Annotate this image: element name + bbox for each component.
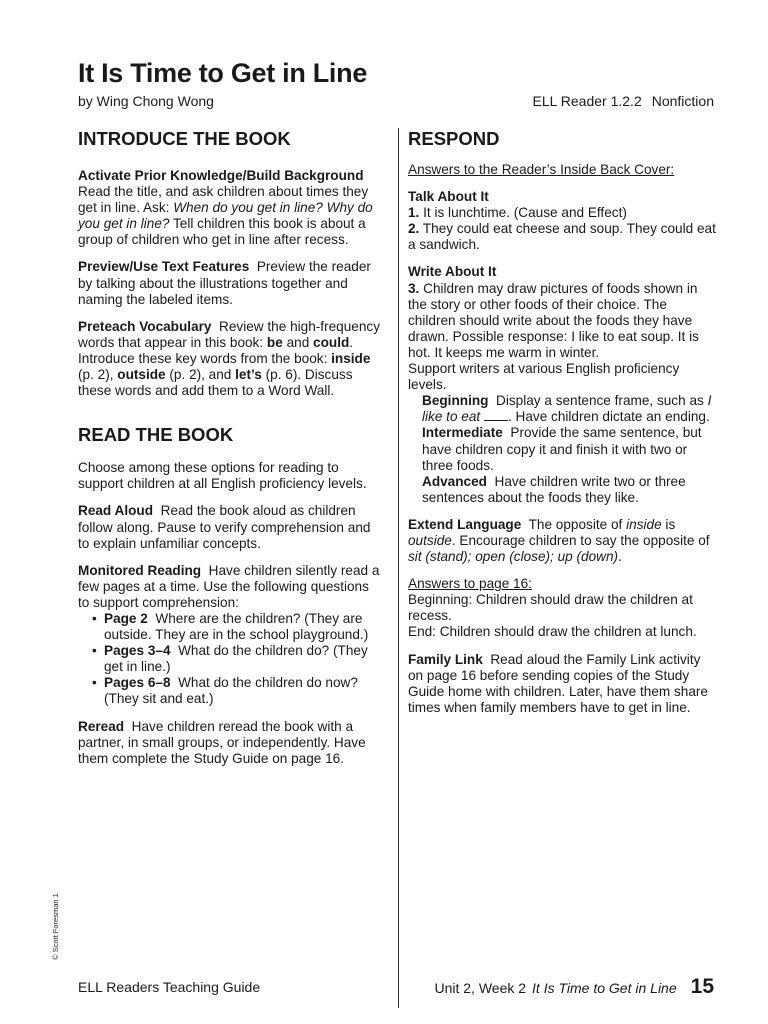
write-heading-text: Write About It bbox=[408, 264, 497, 280]
page-footer bbox=[434, 975, 714, 999]
talk-heading bbox=[408, 189, 718, 205]
activate-questions: When do you get in line? Why do you get in line? bbox=[78, 200, 373, 232]
activate-label: Activate Prior Knowledge/Build Background bbox=[78, 168, 364, 183]
item-text: They could eat cheese and soup. They could eat a sandwich. bbox=[408, 221, 716, 253]
preteach-text-3: . Introduce these key words from the book: bbox=[78, 334, 354, 366]
intermediate-text: Provide the same sentence, but have children copy it and finish it with two or three foods. bbox=[422, 425, 702, 473]
read-aloud-paragraph bbox=[78, 503, 384, 551]
list-item bbox=[92, 675, 384, 707]
reader-id: ELL Reader 1.2.2 bbox=[532, 93, 642, 109]
preview-paragraph bbox=[78, 259, 384, 307]
question-list bbox=[78, 611, 384, 708]
reader-info bbox=[533, 93, 715, 109]
intermediate-level bbox=[422, 425, 718, 473]
write-heading bbox=[408, 264, 718, 280]
extend-text-2: is bbox=[661, 516, 676, 532]
preteach-text-2: and bbox=[282, 334, 314, 350]
answers-p16-label: Answers to page 16: bbox=[408, 576, 532, 592]
footer-book-title: It Is Time to Get in Line bbox=[532, 980, 677, 996]
extend-paragraph bbox=[408, 517, 718, 565]
sentence-frame: I like to eat bbox=[422, 393, 712, 425]
genre-label: Nonfiction bbox=[651, 93, 714, 109]
column-divider bbox=[398, 128, 399, 1008]
extend-text: The opposite of bbox=[528, 516, 627, 532]
advanced-text: Have children write two or three sentences about the foods they like. bbox=[422, 473, 686, 505]
question-text: What do the children do? (They get in line.) bbox=[104, 643, 368, 675]
word-inside: inside bbox=[626, 516, 662, 532]
choose-paragraph: Choose among these options for reading to support children at all English proficiency levels. bbox=[78, 460, 367, 492]
family-link-paragraph bbox=[408, 652, 718, 716]
vocab-word-could: could bbox=[313, 334, 350, 350]
read-heading: READ THE BOOK bbox=[78, 424, 234, 446]
extend-text-3: . Encourage children to say the opposite of bbox=[451, 532, 710, 548]
intermediate-label: Intermediate bbox=[422, 425, 503, 441]
unit-week: Unit 2, Week 2 bbox=[434, 980, 527, 996]
p16-beginning: Beginning: Children should draw the children at recess. bbox=[408, 592, 693, 624]
activate-text-end: Tell children this book is about a group of children who get in line after recess. bbox=[78, 216, 366, 248]
reread-paragraph bbox=[78, 719, 384, 767]
activate-text: Read the title, and ask children about times they get in line. Ask: bbox=[78, 184, 369, 216]
list-item bbox=[92, 611, 384, 643]
family-link-label: Family Link bbox=[408, 651, 483, 667]
talk-item bbox=[408, 205, 718, 221]
family-link-text: Read aloud the Family Link activity on page 16 before sending copies of the Study Guide home with children. Later, have them share times when family members have to get in line. bbox=[408, 651, 708, 715]
vocab-word-lets: let’s bbox=[235, 367, 262, 383]
reread-label: Reread bbox=[78, 718, 125, 734]
preteach-text-6: (p. 6). Discuss these words and add them to a Word Wall. bbox=[78, 367, 353, 399]
activate-paragraph bbox=[78, 168, 384, 248]
advanced-level bbox=[422, 474, 718, 506]
answers-inside-label: Answers to the Reader’s Inside Back Cover: bbox=[408, 162, 675, 177]
author-byline: by Wing Chong Wong bbox=[78, 93, 214, 109]
read-aloud-label: Read Aloud bbox=[78, 503, 154, 519]
preteach-label: Preteach Vocabulary bbox=[78, 318, 212, 334]
vocab-word-inside: inside bbox=[331, 350, 371, 366]
beginning-text: Display a sentence frame, such as bbox=[496, 393, 708, 409]
left-column bbox=[78, 128, 384, 767]
page-ref: Pages 3–4 bbox=[104, 643, 171, 659]
extend-text-4: . bbox=[618, 549, 622, 565]
beginning-level bbox=[422, 393, 718, 425]
copyright-notice: © Scott Foresman 1 bbox=[51, 893, 60, 960]
vocab-word-be: be bbox=[266, 334, 283, 350]
question-text: What do the children do now? (They sit and eat.) bbox=[104, 675, 358, 707]
item-number: 2. bbox=[408, 221, 420, 237]
blank-line bbox=[484, 409, 508, 421]
monitored-label: Monitored Reading bbox=[78, 562, 202, 578]
item-text: It is lunchtime. (Cause and Effect) bbox=[423, 205, 627, 221]
item-number: 3. bbox=[408, 280, 420, 296]
right-column bbox=[408, 128, 718, 716]
word-outside: outside bbox=[408, 532, 452, 548]
preview-label: Preview/Use Text Features bbox=[78, 259, 250, 275]
preteach-text-4: (p. 2), bbox=[78, 367, 118, 383]
beginning-text-end: . Have children dictate an ending. bbox=[507, 409, 710, 425]
page-title: It Is Time to Get in Line bbox=[78, 58, 368, 88]
list-item bbox=[92, 643, 384, 675]
support-text: Support writers at various English proficiency levels. bbox=[408, 361, 680, 393]
proficiency-levels bbox=[408, 393, 718, 506]
extend-label: Extend Language bbox=[408, 516, 522, 532]
page-ref: Page 2 bbox=[104, 610, 148, 626]
item-number: 1. bbox=[408, 205, 420, 221]
preteach-text-5: (p. 2), and bbox=[165, 367, 236, 383]
monitored-paragraph bbox=[78, 563, 384, 611]
talk-heading-text: Talk About It bbox=[408, 189, 489, 205]
page-number: 15 bbox=[690, 975, 714, 998]
guide-name: ELL Readers Teaching Guide bbox=[78, 979, 261, 995]
p16-end: End: Children should draw the children at lunch. bbox=[408, 624, 697, 640]
write-item bbox=[408, 281, 718, 361]
preview-text: Preview the reader by talking about the illustrations together and naming the labeled items. bbox=[78, 259, 371, 307]
vocab-word-outside: outside bbox=[117, 367, 166, 383]
item-text: Children may draw pictures of foods shown in the story or other foods of their choice. The children should write about the foods they have drawn. Possible response: I like to eat soup. It is hot. It keeps me warm in winter. bbox=[408, 280, 699, 360]
talk-item bbox=[408, 221, 718, 253]
reread-text: Have children reread the book with a partner, in small groups, or independently. Have them complete the Study Guide on page 16. bbox=[78, 718, 366, 766]
monitored-text: Have children silently read a few pages at a time. Use the following questions to support comprehension: bbox=[78, 562, 380, 610]
preteach-text: Review the high-frequency words that appear in this book: bbox=[78, 318, 380, 350]
opposite-pairs: sit (stand); open (close); up (down) bbox=[408, 549, 619, 565]
beginning-label: Beginning bbox=[422, 393, 489, 409]
question-text: Where are the children? (They are outside. They are in the school playground.) bbox=[104, 610, 369, 643]
introduce-heading: INTRODUCE THE BOOK bbox=[78, 128, 291, 149]
respond-heading: RESPOND bbox=[408, 128, 500, 149]
preteach-paragraph bbox=[78, 319, 384, 399]
advanced-label: Advanced bbox=[422, 473, 487, 489]
page-ref: Pages 6–8 bbox=[104, 675, 171, 691]
read-aloud-text: Read the book aloud as children follow along. Pause to verify comprehension and to explain unfamiliar concepts. bbox=[78, 503, 371, 551]
